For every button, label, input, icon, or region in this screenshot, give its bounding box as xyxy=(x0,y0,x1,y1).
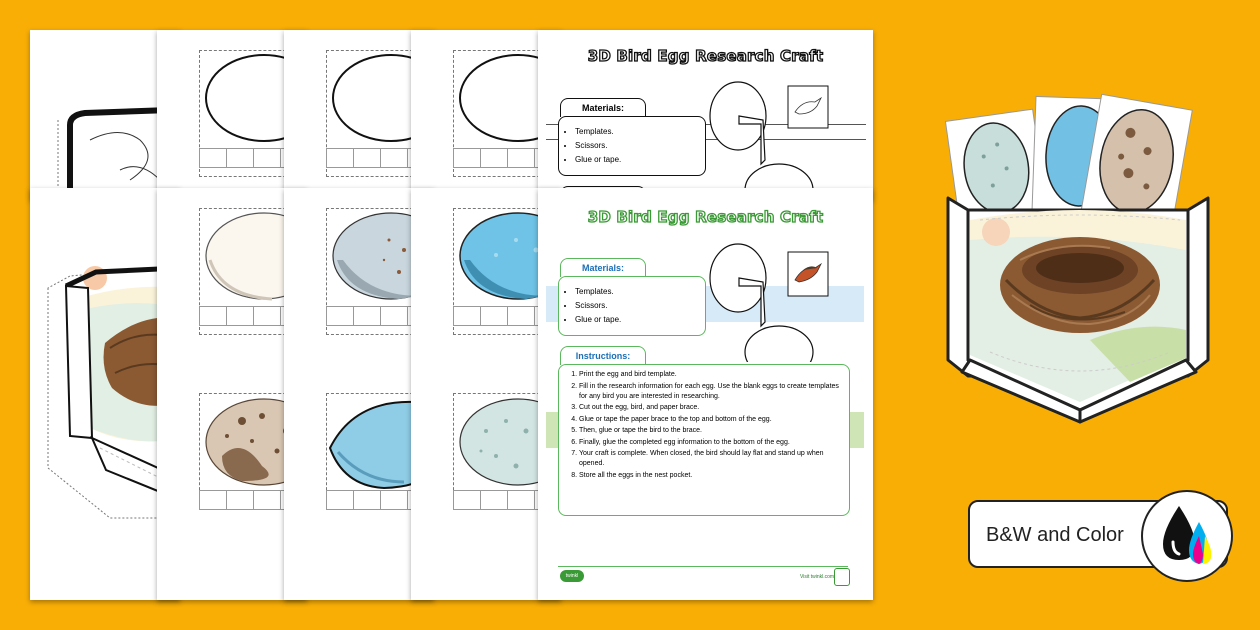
instruction-step: 4. Glue or tape the paper brace to the top and bottom of the egg. xyxy=(579,415,841,425)
instruction-step: 5. Then, glue or tape the bird to the brace. xyxy=(579,426,841,436)
instructions-list xyxy=(559,365,849,481)
materials-heading: Materials: xyxy=(581,103,625,113)
materials-item: • Templates. xyxy=(575,285,705,299)
egg-diagram-bw xyxy=(703,80,873,200)
materials-item: • Scissors. xyxy=(575,139,705,153)
instruction-step: 2. Fill in the research information for each egg. Use the blank eggs to create templates for any bird you are interested in researching. xyxy=(579,382,841,402)
instruction-sheet-color xyxy=(538,188,873,600)
footer-rule xyxy=(558,566,848,567)
instructions-heading: Instructions: xyxy=(575,351,631,361)
instruction-step: 8. Store all the eggs in the nest pocket. xyxy=(579,471,841,481)
materials-item: • Glue or tape. xyxy=(575,313,705,327)
instruction-step: 7. Your craft is complete. When closed, the bird should lay flat and stand up when opened. xyxy=(579,449,841,469)
instruction-step: 1. Print the egg and bird template. xyxy=(579,370,841,380)
instruction-sheet-bw xyxy=(538,30,873,200)
twinkl-logo-text: twinkl xyxy=(565,573,579,579)
craft-title-bw: 3D Bird Egg Research Craft xyxy=(587,47,824,65)
materials-item: • Templates. xyxy=(575,125,705,139)
materials-tab xyxy=(560,258,646,277)
materials-item: • Glue or tape. xyxy=(575,153,705,167)
ink-drops-icon xyxy=(1141,490,1233,582)
badge-label: B&W and Color xyxy=(986,524,1124,546)
materials-box xyxy=(558,276,706,336)
bird-nest xyxy=(1000,237,1160,333)
footer-url xyxy=(800,574,834,580)
materials-list xyxy=(559,277,705,327)
craft-title-color: 3D Bird Egg Research Craft xyxy=(587,208,824,226)
nest-pocket-preview xyxy=(940,90,1230,430)
instruction-step: 6. Finally, glue the completed egg information to the bottom of the egg. xyxy=(579,438,841,448)
footer-badge-icon xyxy=(834,568,850,586)
materials-tab-bw xyxy=(560,98,646,117)
materials-item: • Scissors. xyxy=(575,299,705,313)
twinkl-logo xyxy=(560,570,584,582)
instructions-tab xyxy=(560,346,646,365)
materials-heading: Materials: xyxy=(581,263,625,273)
instruction-step: 3. Cut out the egg, bird, and paper brace. xyxy=(579,403,841,413)
egg-diagram-color xyxy=(703,242,873,362)
materials-box-bw xyxy=(558,116,706,176)
instructions-box xyxy=(558,364,850,516)
materials-list-bw xyxy=(559,117,705,167)
footer-url-text: Visit twinkl.com xyxy=(800,574,835,580)
